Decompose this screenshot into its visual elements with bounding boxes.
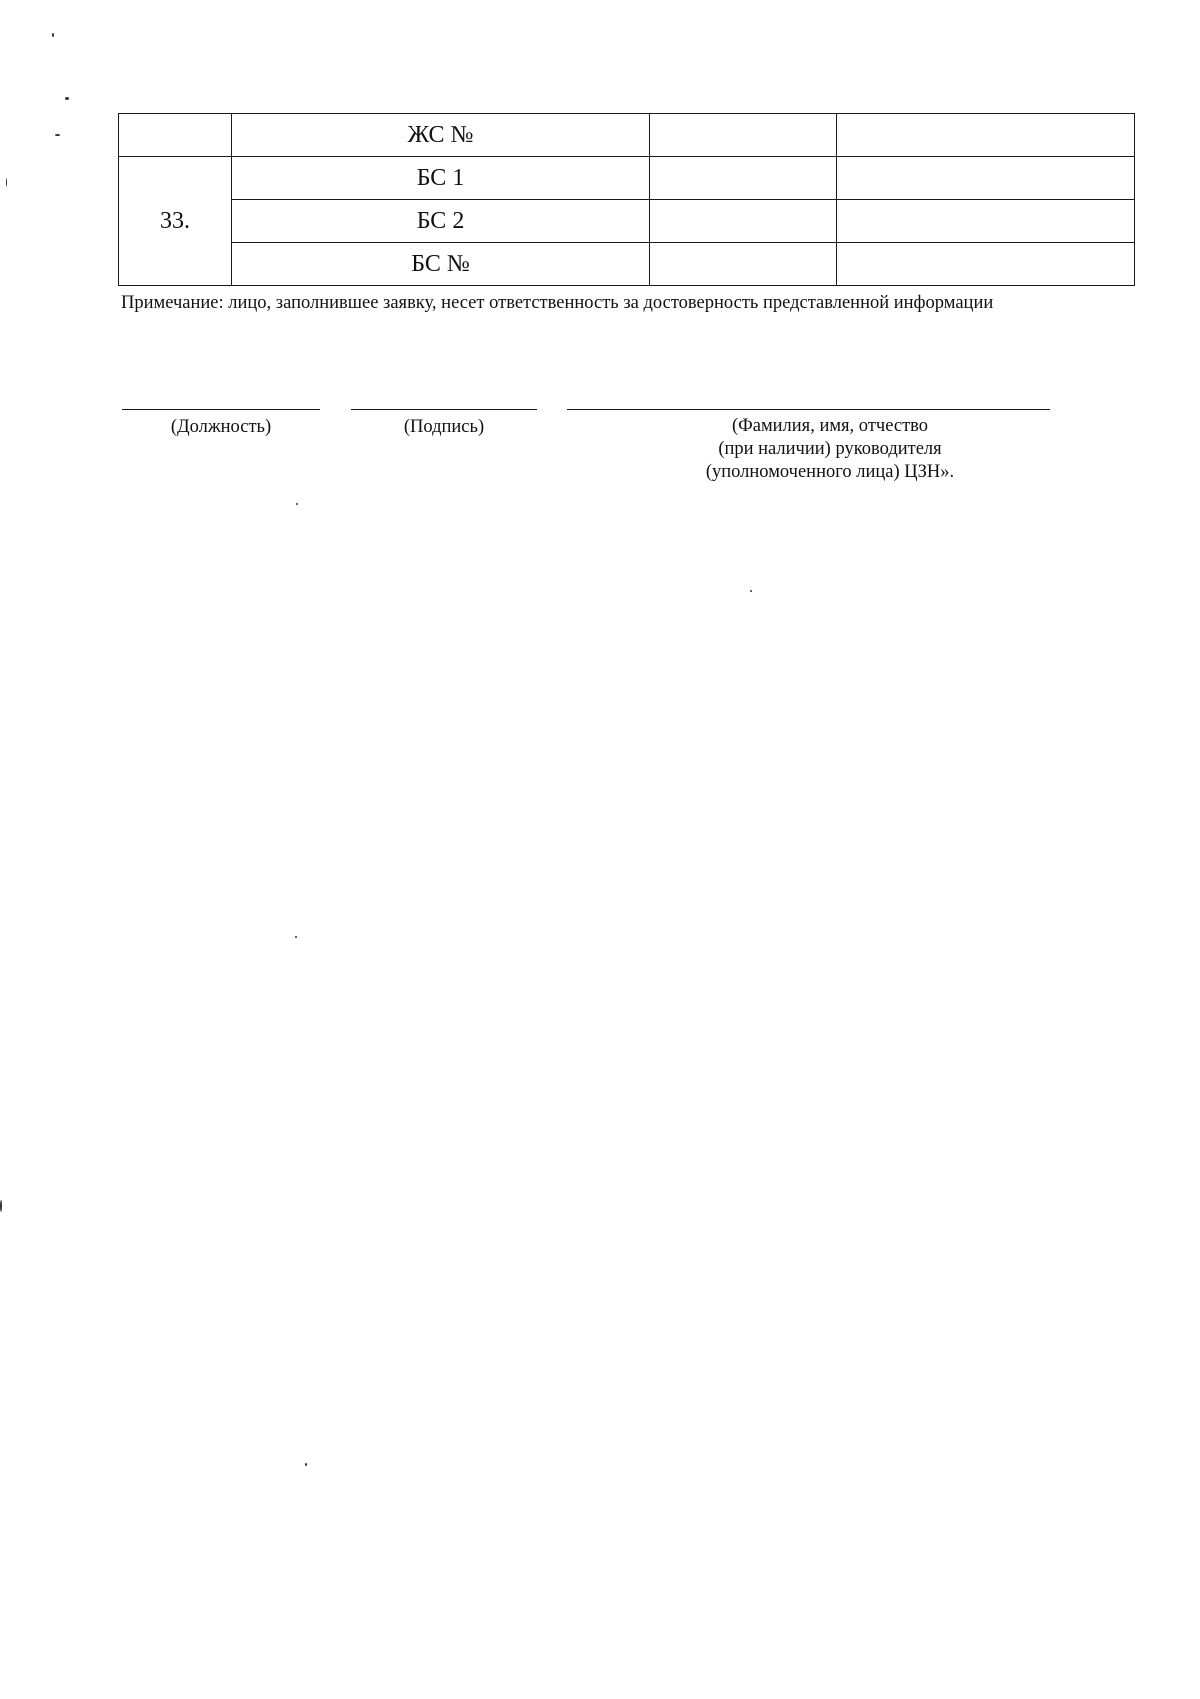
scan-speck bbox=[295, 936, 297, 938]
row-number-cell bbox=[119, 114, 232, 157]
scan-speck bbox=[55, 134, 60, 136]
value-cell bbox=[837, 200, 1135, 243]
row-label-cell: ЖС № bbox=[232, 114, 650, 157]
name-signature-line bbox=[567, 409, 1050, 410]
value-cell bbox=[650, 114, 837, 157]
table-row bbox=[119, 157, 1135, 200]
name-label-line-2: (при наличии) руководителя bbox=[718, 439, 942, 459]
value-cell bbox=[650, 200, 837, 243]
scan-speck bbox=[52, 33, 54, 37]
value-cell bbox=[837, 114, 1135, 157]
signature-label: (Подпись) bbox=[403, 417, 485, 437]
scan-speck bbox=[750, 590, 752, 592]
row-label-cell: БС № bbox=[232, 243, 650, 286]
scan-speck bbox=[0, 1200, 2, 1212]
value-cell bbox=[650, 157, 837, 200]
row-label-cell: БС 2 bbox=[232, 200, 650, 243]
table-row bbox=[119, 200, 1135, 243]
name-label-line-1: (Фамилия, имя, отчество bbox=[731, 416, 929, 436]
signature-line bbox=[351, 409, 537, 410]
table-row bbox=[119, 243, 1135, 286]
form-table bbox=[118, 113, 1135, 286]
value-cell bbox=[837, 243, 1135, 286]
value-cell bbox=[837, 157, 1135, 200]
row-number-cell: 33. bbox=[119, 157, 232, 286]
name-label-line-3: (уполномоченного лица) ЦЗН». bbox=[705, 462, 955, 482]
scan-speck bbox=[6, 178, 7, 187]
scan-speck bbox=[65, 97, 69, 100]
scan-speck bbox=[305, 1463, 307, 1466]
row-label-cell: БС 1 bbox=[232, 157, 650, 200]
scan-speck bbox=[296, 503, 298, 505]
value-cell bbox=[650, 243, 837, 286]
position-signature-line bbox=[122, 409, 320, 410]
position-label: (Должность) bbox=[170, 417, 272, 437]
note-text: Примечание: лицо, заполнившее заявку, несет ответственность за достоверность представленной информации bbox=[121, 293, 994, 313]
table-row bbox=[119, 114, 1135, 157]
